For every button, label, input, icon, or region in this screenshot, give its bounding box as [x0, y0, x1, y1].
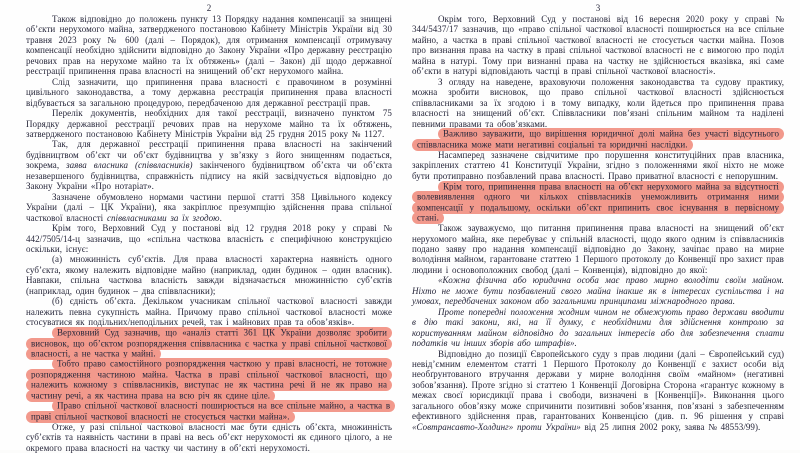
- paragraph: «Кожна фізична або юридична особа має право мирно володіти своїм майном. Ніхто не може бути позбавлений свого майна інакше як в інтересах суспільства і на умовах, передбачених законом або загальними принципами міжнародного права.: [412, 275, 784, 307]
- highlighted-paragraph: [26, 328, 392, 359]
- highlight-marker: Верховний Суд зазначив, що «аналіз статті 361 ЦК України дозволяє зробити висновок, що об’єктом розпорядження співвласника є частка у праві спільної часткової власності, а не частка у майні.: [26, 327, 392, 360]
- page-body: [26, 14, 392, 453]
- highlighted-paragraph: [412, 181, 784, 223]
- paragraph: Перелік документів, необхідних для такої реєстрації, визначено пунктом 75 Порядку державної реєстрації речових прав на нерухоме майно та їх обтяжень, затвердженого постановою Кабінету Міністрів України від 25 грудня 2015 року № 1127.: [26, 108, 392, 139]
- paragraph: Насамперед зазначене свідчитиме про порушення конституційних прав власника, закріплених статтею 41 Конституції України, згідно з положеннями якої ніхто не може бути протиправно позбавлений права власності. Право приватної власності є непорушним.: [412, 149, 784, 181]
- paragraph: Отже, у разі спільної часткової власності має бути єдність об’єкта, множинність суб’єктів та наявність частини в праві на весь об’єкт нерухомості як єдиного цілого, а не окремого права власності на частку чи частину в об’єкті нерухомості.: [26, 421, 392, 453]
- highlight-marker: Важливо зауважити, що вирішення юридичної долі майна без участі відсутнього співвласника може мати негативні соціальні та юридичні наслідки.: [412, 128, 784, 150]
- paragraph: (б) єдність об’єкта. Декільком учасникам спільної часткової власності завжди належить певна сукупність майна. Причому право спільної часткової власності може стосуватися як подільних/неподільних речей, так і майнових прав та обов’язків».: [26, 296, 392, 328]
- paragraph: Проте попередні положення жодним чином не обмежують право держави вводити в дію такі закони, які, на її думку, є необхідними для здійснення контролю за користуванням майном відповідно до загальних інтересів або для забезпечення сплати податків чи інших зборів або штрафів».: [412, 306, 784, 349]
- page-number: 3: [595, 3, 601, 13]
- paragraph: З огляду на наведене, враховуючи положення законодавства та судову практику, можна зробити висновок, що право спільної часткової власності здійснюється співвласниками за їх згодою і в тому випадку, коли йдеться про припинення права власності на знищений об’єкт. Співвласники пов’язані спільним майном та наділені певними правами та обов’язками.: [412, 76, 784, 129]
- page-body: [412, 14, 784, 432]
- paragraph: Зазначене обумовлено нормами частини першої статті 358 Цивільного кодексу України (далі – ЦК України), яка закріплює презумпцію здійснення права спільної часткової власності співвласниками за їх згодою.: [26, 191, 392, 223]
- highlighted-paragraph: [26, 359, 392, 401]
- paragraph: Відповідно до позиції Європейського суду з прав людини (далі – Європейський суд) невід’ємним елементом статті 1 Першого Протоколу до Конвенції є захист особи від необґрунтованого втручання держави у мирне володіння своїм «майном» (негативні зобов’язання). Проте згідно зі статтею 1 Конвенції Договірна Сторона «гарантує кожному в межах своєї юрисдикції права і свободи, визначені в [Конвенції]». Виконання цього загального обов’язку може спричинити позитивні зобов’язання, пов’язані з забезпеченням ефективного здійснення прав, гарантованих Конвенцією (див. п. 96 рішення у справі «Совтрансавто-Холдинг» проти України» від 25 липня 2002 року, заява № 48553/99).: [412, 348, 784, 432]
- highlighted-paragraph: [412, 129, 784, 150]
- page-number: 2: [206, 3, 212, 13]
- paragraph: (а) множинність суб’єктів. Для права власності характерна наявність одного суб’єкта, якому належить відповідне майно (наприклад, один будинок – один власник). Навпаки, спільна часткова власність завжди відзначається множинністю суб’єктів (наприклад, один будинок – два співвласники);: [26, 254, 392, 296]
- highlight-marker: Право спільної часткової власності поширюється на все спільне майно, а частка в праві спільної часткової власності не стосується частки майна».: [26, 400, 395, 422]
- highlighted-paragraph: [26, 401, 392, 422]
- highlight-marker: Тобто право самостійного розпорядження часткою у праві власності, не тотожне розпорядження частиною майна. Частка в праві спільної часткової власності, що належить кожному з співвласників, виступає не як частина речі й не як право на частину речі, а як частина права на всю річ як єдине ціле.: [26, 358, 392, 401]
- paragraph: Так, для державної реєстрації припинення права власності на закінчений будівництвом об’єкт чи об’єкт будівництва у зв’язку з його знищенням подається, зокрема, заява власника (співвласників) закінченого будівництвом об’єкта чи об’єкта незавершеного будівництва, справжність підпису на якій засвідчується відповідно до Закону України «Про нотаріат».: [26, 139, 393, 192]
- paragraph: Також зауважуємо, що питання припинення права власності на знищений об’єкт нерухомого майна, яке перебуває у спільній власності, щодо якого одним із співвласників подано заяву про надання компенсації відповідно до Закону, зачіпає право на мирне володіння майном, гарантоване статтею 1 Першого протоколу до Конвенції про захист прав людини і основоположних свобод (далі – Конвенція), відповідно до якої:: [412, 223, 784, 275]
- paragraph: Слід зазначити, що припинення права власності є правочином в розумінні цивільного законодавства, а тому державна реєстрація припинення права власності відбувається за загальною процедурою, передбаченою для державної реєстрації прав.: [26, 76, 392, 108]
- paragraph: Крім того, Верховний Суд у постанові від 12 грудня 2018 року у справі № 442/7505/14-ц зазначив, що «спільна часткова власність є специфічною конструкцією оскільки, існує:: [26, 223, 392, 254]
- page-3: [400, 0, 800, 450]
- paragraph: Також відповідно до положень пункту 13 Порядку надання компенсації за знищені об’єкти нерухомого майна, затвердженого постановою Кабінету Міністрів України від 30 травня 2023 року № 600 (далі – Порядок), для отримання компенсації отримувачу компенсації необхідно здійснити відповідно до Закону України «Про державну реєстрацію речових прав на нерухоме майно та їх обтяжень» (далі – Закон) дії щодо державної реєстрації припинення права власності на знищений об’єкт нерухомого майна.: [26, 14, 392, 77]
- paragraph: Окрім того, Верховний Суд у постанові від 16 вересня 2020 року у справі № 344/5437/17 зазначив, що «право спільної часткової власності поширюється на все спільне майно, а частка в праві спільної часткової власності не стосується частки майна. Позов про визнання права на частку в праві спільної часткової власності не є вимогою про поділ майна в натурі. Тому при визнанні права на частку не здійснюється вказівка, які саме об’єкти в натурі відповідають частці в праві спільної часткової власності».: [412, 14, 784, 77]
- highlight-marker: Крім того, припинення права власності на об’єкт нерухомого майна за відсутності волевиявлення одного чи кількох співвласників унеможливить отримання ними компенсації у подальшому, оскільки об’єкт припинить своє існування в первісному стані.: [412, 181, 784, 224]
